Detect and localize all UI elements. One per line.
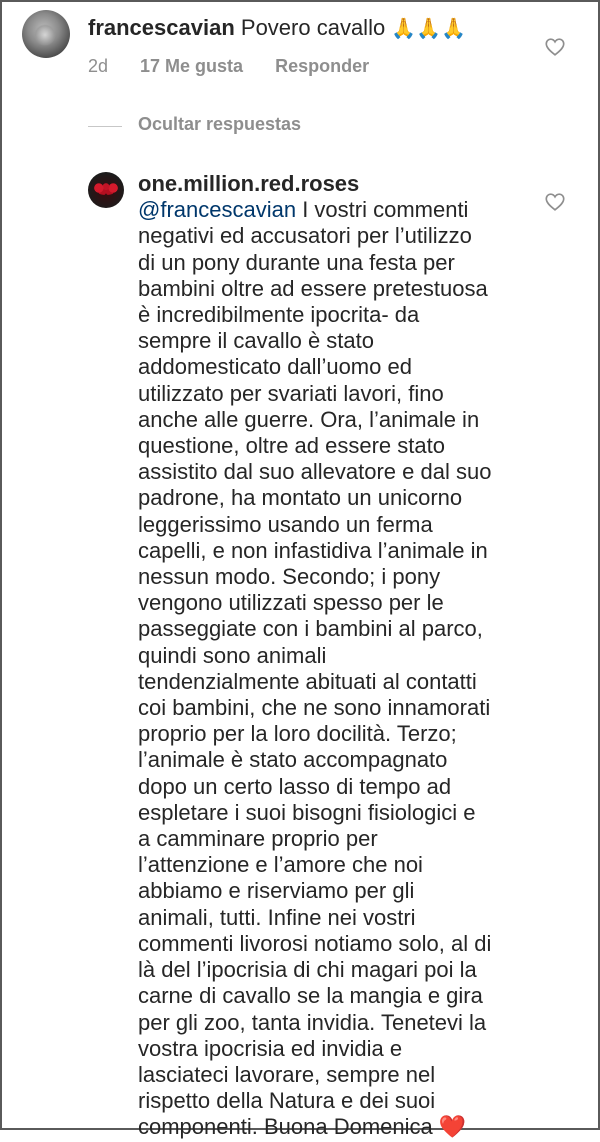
reply-line: l’attenzione e l’amore che noi xyxy=(138,852,423,878)
reply-line: bambini oltre ad essere pretestuosa xyxy=(138,275,488,301)
reply-line: per gli zoo, tanta invidia. Tenetevi la xyxy=(138,1009,487,1035)
roses-logo xyxy=(94,181,118,195)
reply-line: quindi sono animali xyxy=(138,642,327,668)
reply-line: passeggiate con i bambini al parco, xyxy=(138,616,483,642)
reply-line: addomesticato dall’uomo ed xyxy=(138,354,412,380)
reply-line: leggerissimo usando un ferma xyxy=(138,511,433,537)
comment-username[interactable]: francescavian xyxy=(88,15,235,40)
comment-time: 2d xyxy=(88,56,109,76)
reply-line: capelli, e non infastidiva l’animale in xyxy=(138,537,488,563)
reply-line: vengono utilizzati spesso per le xyxy=(138,590,444,616)
reply-line: è incredibilmente ipocrita- da xyxy=(138,302,420,328)
avatar-francescavian[interactable] xyxy=(22,10,70,58)
reply-line: coi bambini, che ne sono innamorati xyxy=(138,695,491,721)
reply-line: animali, tutti. Infine nei vostri xyxy=(138,904,416,930)
red-heart-emoji: ❤️ xyxy=(438,1115,467,1141)
reply-line: di un pony durante una festa per xyxy=(138,249,455,275)
comment-francescavian xyxy=(88,14,466,42)
like-heart-icon[interactable] xyxy=(544,191,566,213)
reply-line: utilizzato per svariati lavori, fino xyxy=(138,380,444,406)
hide-replies-divider xyxy=(88,126,122,127)
reply-line: anche alle guerre. Ora, l’animale in xyxy=(138,406,480,432)
reply-line: padrone, ha montato un unicorno xyxy=(138,485,463,511)
reply-comment xyxy=(138,171,538,1142)
reply-line: nessun modo. Secondo; i pony xyxy=(138,564,441,590)
reply-line: sempre il cavallo è stato xyxy=(138,328,374,354)
reply-line: proprio per la loro docilità. Terzo; xyxy=(138,721,457,747)
avatar-one-million-red-roses[interactable] xyxy=(88,172,124,208)
hide-replies-button[interactable]: Ocultar respuestas xyxy=(138,114,302,134)
reply-line: espletare i suoi bisogni fisiologici e xyxy=(138,799,476,825)
reply-username[interactable]: one.million.red.roses xyxy=(138,171,360,196)
reply-line: vostra ipocrisia ed invidia e xyxy=(138,1035,403,1061)
reply-line: questione, oltre ad essere stato xyxy=(138,433,445,459)
reply-line: commenti livorosi notiamo solo, al di xyxy=(138,930,492,956)
reply-line: abbiamo e riserviamo per gli xyxy=(138,878,415,904)
reply-line: negativi ed accusatori per l’utilizzo xyxy=(138,223,472,249)
reply-line: lasciateci lavorare, sempre nel xyxy=(138,1061,436,1087)
like-heart-icon[interactable] xyxy=(544,36,566,58)
reply-button[interactable]: Responder xyxy=(275,56,370,76)
mention-link[interactable]: @francescavian xyxy=(138,197,297,223)
reply-line: @francescavian I vostri commenti xyxy=(138,197,469,223)
reply-line: carne di cavallo se la mangia e gira xyxy=(138,983,483,1009)
praying-hands-emoji: 🙏🙏🙏 xyxy=(391,16,467,40)
reply-line: componenti. Buona Domenica ❤️ xyxy=(138,1114,467,1141)
comment-likes-count[interactable]: 17 Me gusta xyxy=(140,56,244,76)
reply-line: tendenzialmente abituati al contatti xyxy=(138,668,477,694)
comment-meta xyxy=(88,56,369,77)
reply-line: a camminare proprio per xyxy=(138,826,378,852)
reply-line: rispetto della Natura e dei suoi xyxy=(138,1088,436,1114)
reply-line: assistito dal suo allevatore e dal suo xyxy=(138,459,492,485)
comment-text: Povero cavallo xyxy=(240,15,386,40)
reply-line: dopo un certo lasso di tempo ad xyxy=(138,773,452,799)
reply-line: là del l’ipocrisia di chi magari poi la xyxy=(138,957,477,983)
reply-line: l’animale è stato accompagnato xyxy=(138,747,448,773)
